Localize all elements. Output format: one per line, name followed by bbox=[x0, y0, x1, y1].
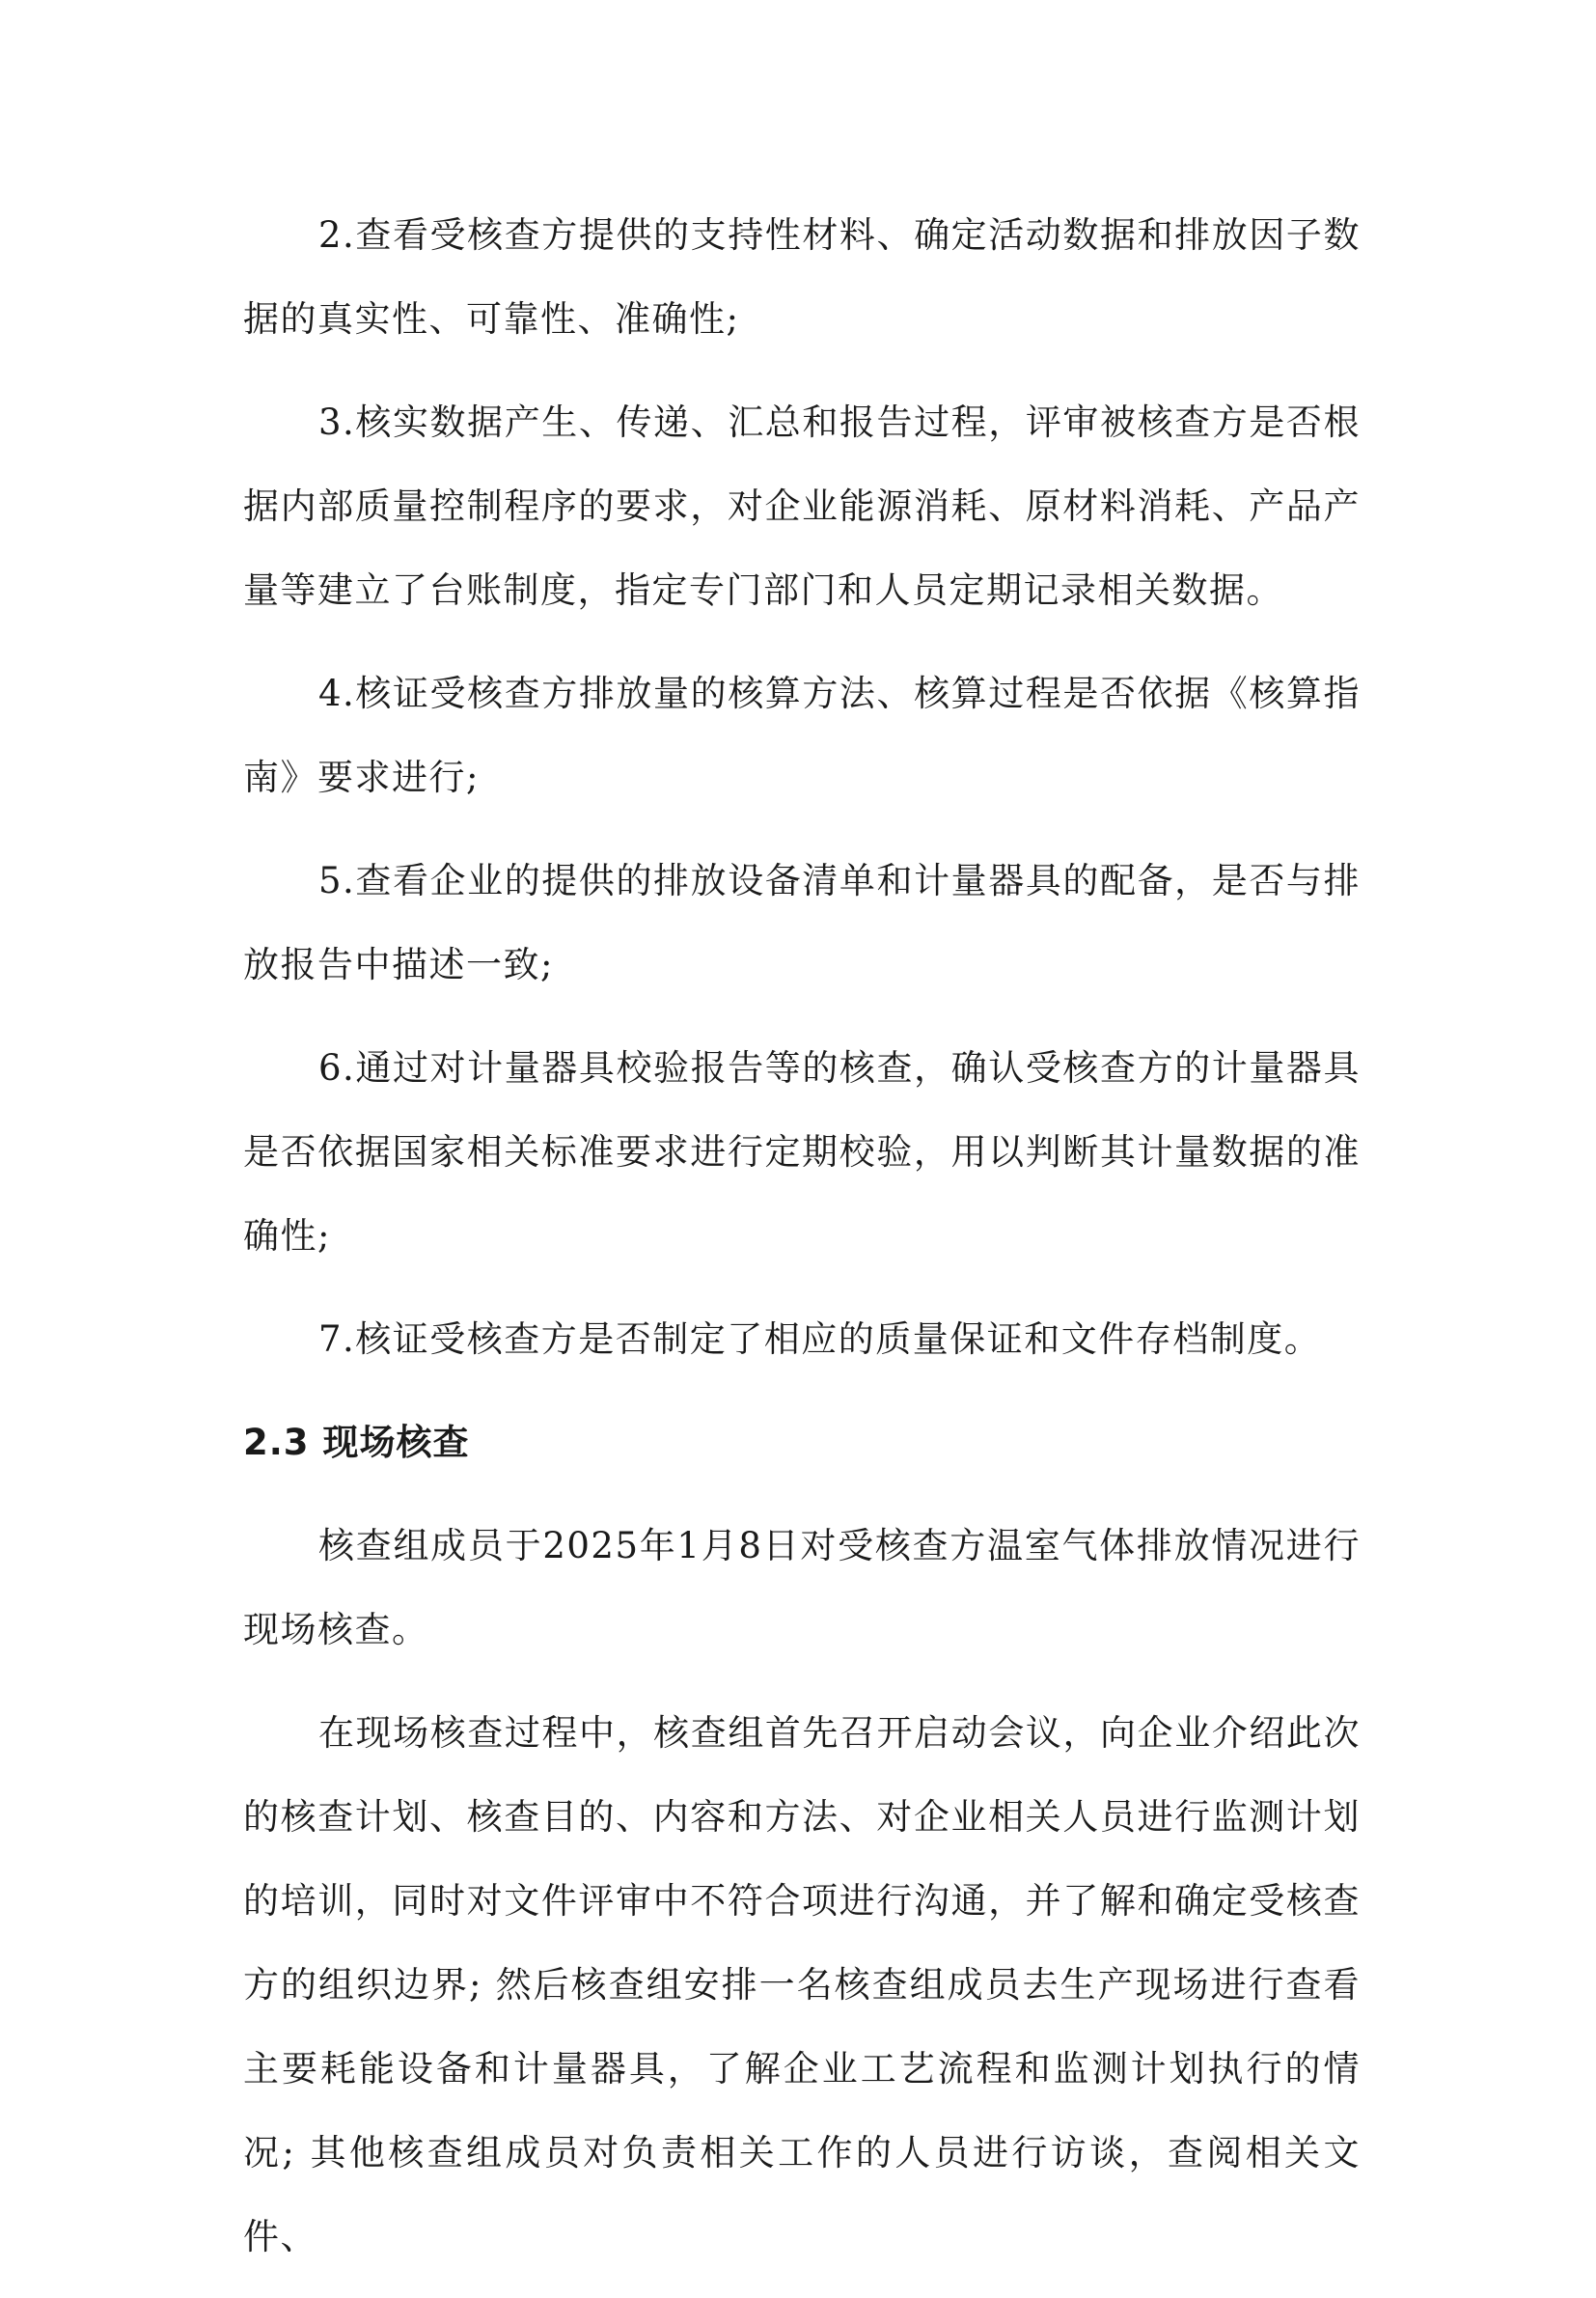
list-item-7: 7.核证受核查方是否制定了相应的质量保证和文件存档制度。 bbox=[318, 1318, 1322, 1360]
list-item-4: 4.核证受核查方排放量的核算方法、核算过程是否依据《核算指南》要求进行; bbox=[243, 673, 1361, 798]
section-number: 2.3 bbox=[243, 1422, 310, 1463]
section-title: 现场核查 bbox=[322, 1422, 470, 1463]
page-content bbox=[243, 193, 1361, 2298]
section-paragraph-2: 在现场核查过程中，核查组首先召开启动会议，向企业介绍此次的核查计划、核查目的、内容和方法、对企业相关人员进行监测计划的培训，同时对文件评审中不符合项进行沟通，并了解和确定受核查方的组织边界; 然后核查组安排一名核查组成员去生产现场进行查看主要耗能设备和计量器具，了解企业工艺流程和监测计划执行的情况; 其他核查组成员对负责相关工作的人员进行访谈，查阅相关文件、 bbox=[243, 1712, 1361, 2257]
list-item-2: 2.查看受核查方提供的支持性材料、确定活动数据和排放因子数据的真实性、可靠性、准确性; bbox=[243, 214, 1361, 340]
section-heading bbox=[243, 1400, 1361, 1484]
list-item-6: 6.通过对计量器具校验报告等的核查，确认受核查方的计量器具是否依据国家相关标准要求进行定期校验，用以判断其计量数据的准确性; bbox=[243, 1047, 1361, 1257]
list-item-3: 3.核实数据产生、传递、汇总和报告过程，评审被核查方是否根据内部质量控制程序的要求，对企业能源消耗、原材料消耗、产品产量等建立了台账制度，指定专门部门和人员定期记录相关数据。 bbox=[243, 401, 1361, 611]
section-paragraph-1: 核查组成员于2025年1月8日对受核查方温室气体排放情况进行现场核查。 bbox=[243, 1525, 1361, 1650]
list-item-5: 5.查看企业的提供的排放设备清单和计量器具的配备，是否与排放报告中描述一致; bbox=[243, 860, 1361, 985]
